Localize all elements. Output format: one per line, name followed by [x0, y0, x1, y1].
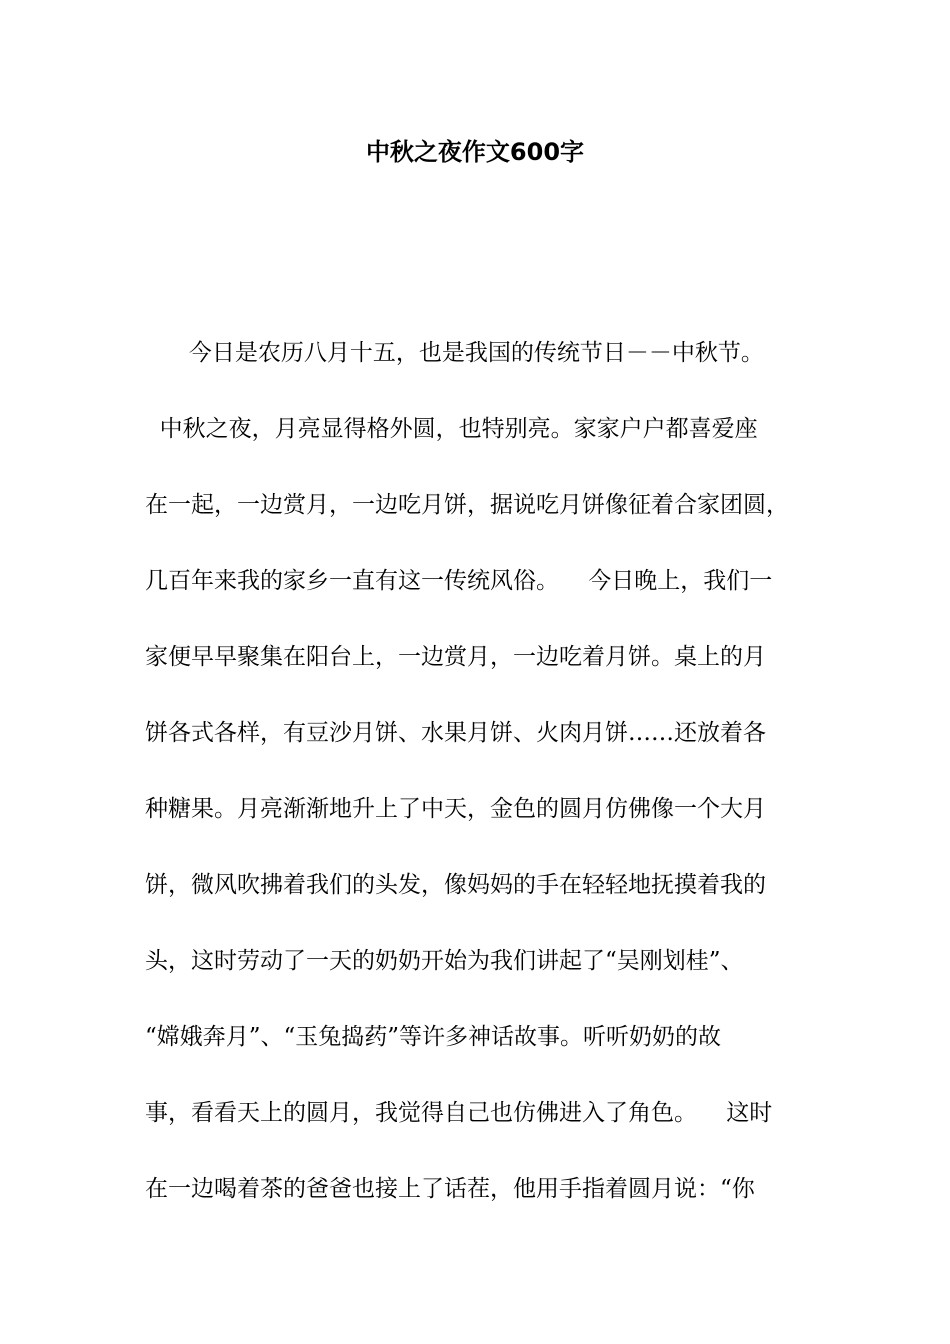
body-line: 家便早早聚集在阳台上，一边赏月，一边吃着月饼。桌上的月	[145, 644, 766, 670]
document-title: 中秋之夜作文600字	[365, 138, 585, 166]
body-line: 中秋之夜，月亮显得格外圆，也特别亮。家家户户都喜爱座	[145, 416, 758, 442]
body-line: 今日是农历八月十五，也是我国的传统节日－－中秋节。	[145, 340, 764, 366]
body-line: 几百年来我的家乡一直有这一传统风俗。 今日晚上，我们一	[145, 568, 773, 594]
body-line: 种糖果。月亮渐渐地升上了中天，金色的圆月仿佛像一个大月	[145, 796, 766, 822]
body-line: 头，这时劳动了一天的奶奶开始为我们讲起了“吴刚划桂”、	[145, 948, 744, 974]
body-line: “嫦娥奔月”、“玉兔捣药”等许多神话故事。听听奶奶的故	[145, 1024, 722, 1050]
body-line: 在一起，一边赏月，一边吃月饼，据说吃月饼像征着合家团圆，	[145, 492, 789, 518]
body-line: 饼，微风吹拂着我们的头发，像妈妈的手在轻轻地抚摸着我的	[145, 872, 766, 898]
document-body	[145, 337, 825, 1249]
body-line: 在一边喝着茶的爸爸也接上了话茬，他用手指着圆月说：“你	[145, 1176, 755, 1202]
body-line: 饼各式各样，有豆沙月饼、水果月饼、火肉月饼……还放着各	[145, 720, 766, 746]
body-line: 事，看看天上的圆月，我觉得自己也仿佛进入了角色。 这时	[145, 1100, 773, 1126]
